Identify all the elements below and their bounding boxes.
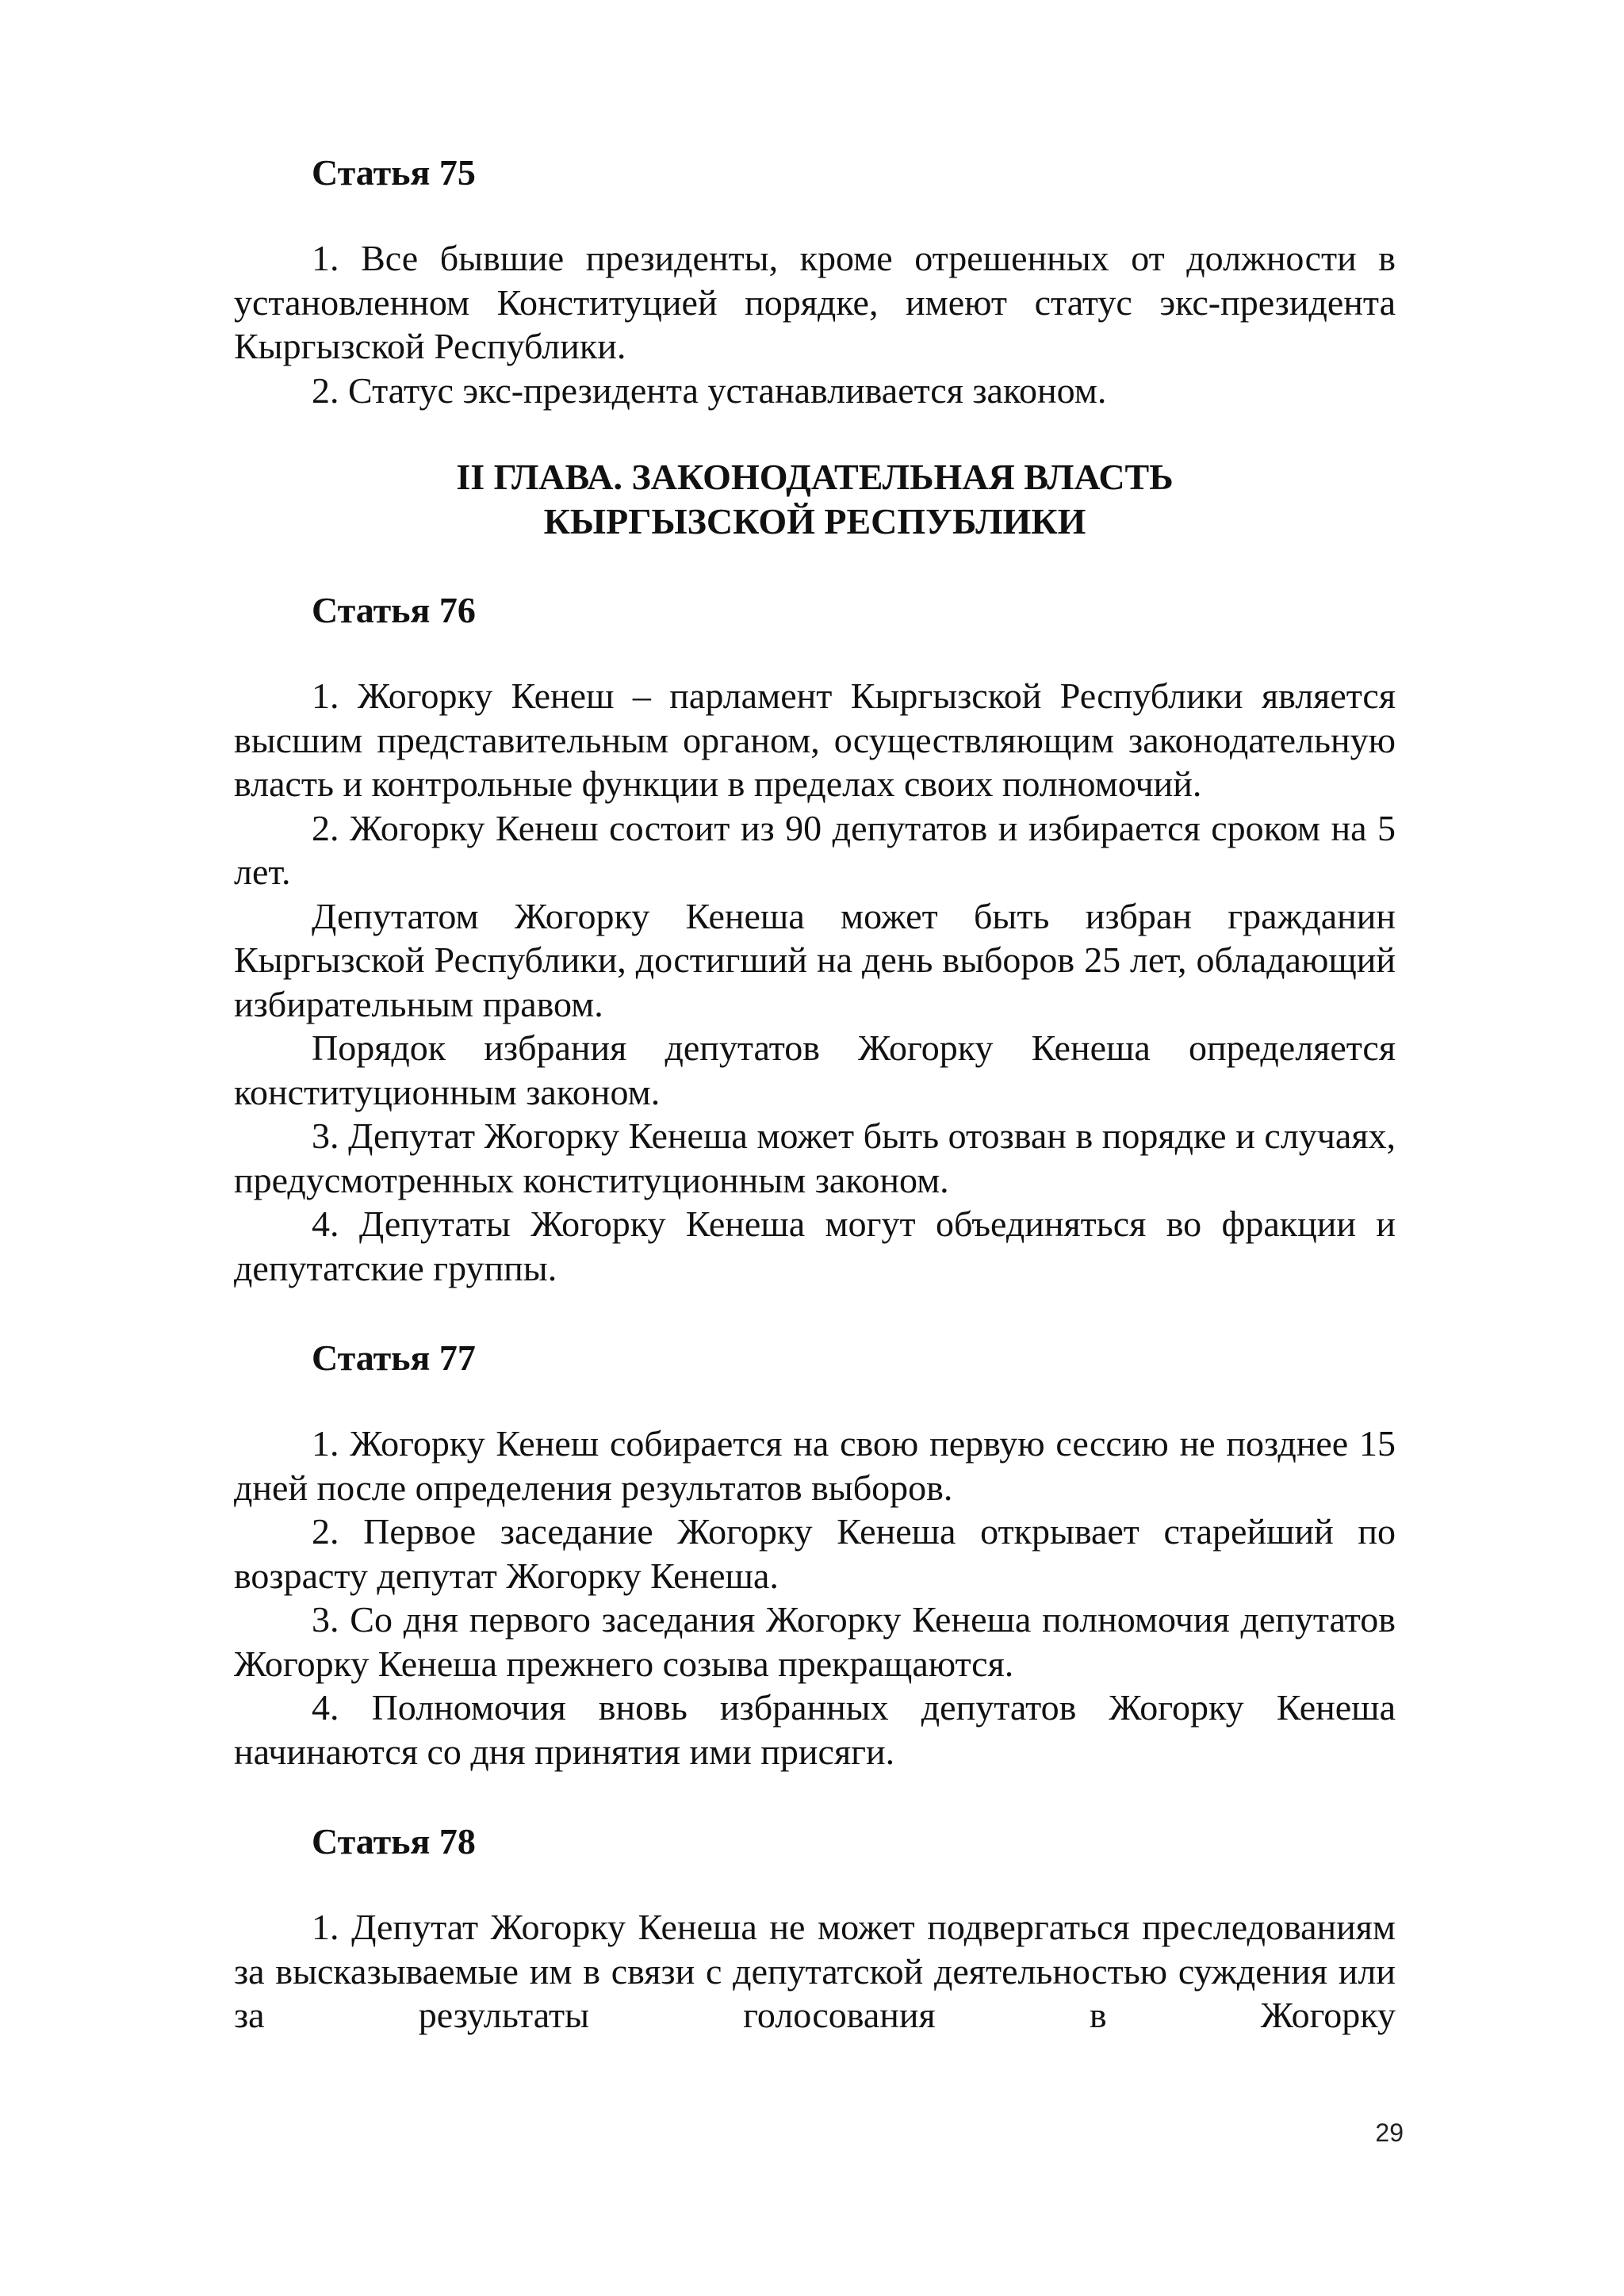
article-75 (234, 151, 1396, 412)
article-paragraph: 1. Жогорку Кенеш собирается на свою первую сессию не позднее 15 дней после определения результатов выборов. (234, 1423, 1396, 1508)
article-paragraph: 4. Полномочия вновь избранных депутатов Жогорку Кенеша начинаются со дня принятия ими присяги. (234, 1687, 1396, 1772)
page-number: 29 (1375, 2118, 1404, 2147)
article-paragraph: 3. Депутат Жогорку Кенеша может быть отозван в порядке и случаях, предусмотренных конституционным законом. (234, 1115, 1396, 1200)
article-title: Статья 75 (312, 152, 476, 193)
article-paragraph: Депутатом Жогорку Кенеша может быть избран гражданин Кыргызской Республики, достигший на день выборов 25 лет, обладающий избирательным правом. (234, 895, 1396, 1024)
article-paragraph: 1. Жогорку Кенеш – парламент Кыргызской Республики является высшим представительным органом, осуществляющим законодательную власть и контрольные функции в пределах своих полномочий. (234, 675, 1396, 804)
article-78 (234, 1820, 1396, 2038)
article-title: Статья 76 (312, 590, 476, 630)
chapter-title-line: II ГЛАВА. ЗАКОНОДАТЕЛЬНАЯ ВЛАСТЬ (456, 457, 1174, 497)
article-title: Статья 78 (312, 1821, 476, 1862)
chapter-heading (234, 455, 1396, 544)
article-paragraph: 2. Первое заседание Жогорку Кенеша открывает старейший по возрасту депутат Жогорку Кенеша. (234, 1511, 1396, 1596)
article-paragraph: 1. Депутат Жогорку Кенеша не может подвергаться преследованиям за высказываемые им в связи с депутатской деятельностью суждения или за результаты голосования в Жогорку (234, 1907, 1396, 2035)
article-paragraph: 4. Депутаты Жогорку Кенеша могут объединяться во фракции и депутатские группы. (234, 1203, 1396, 1288)
page-content (234, 151, 1396, 2038)
article-paragraph: 3. Со дня первого заседания Жогорку Кенеша полномочия депутатов Жогорку Кенеша прежнего созыва прекращаются. (234, 1599, 1396, 1684)
article-paragraph: 2. Статус экс-президента устанавливается законом. (312, 369, 1107, 411)
article-paragraph: 2. Жогорку Кенеш состоит из 90 депутатов и избирается сроком на 5 лет. (234, 807, 1396, 892)
chapter-title-line: КЫРГЫЗСКОЙ РЕСПУБЛИКИ (543, 501, 1086, 541)
article-title: Статья 77 (312, 1337, 476, 1378)
article-paragraph: 1. Все бывшие президенты, кроме отрешенных от должности в установленном Конституцией порядке, имеют статус экс-президента Кыргызской Республики. (234, 238, 1396, 366)
article-paragraph: Порядок избрания депутатов Жогорку Кенеша определяется конституционным законом. (234, 1027, 1396, 1112)
article-77 (234, 1336, 1396, 1774)
article-76 (234, 588, 1396, 1290)
